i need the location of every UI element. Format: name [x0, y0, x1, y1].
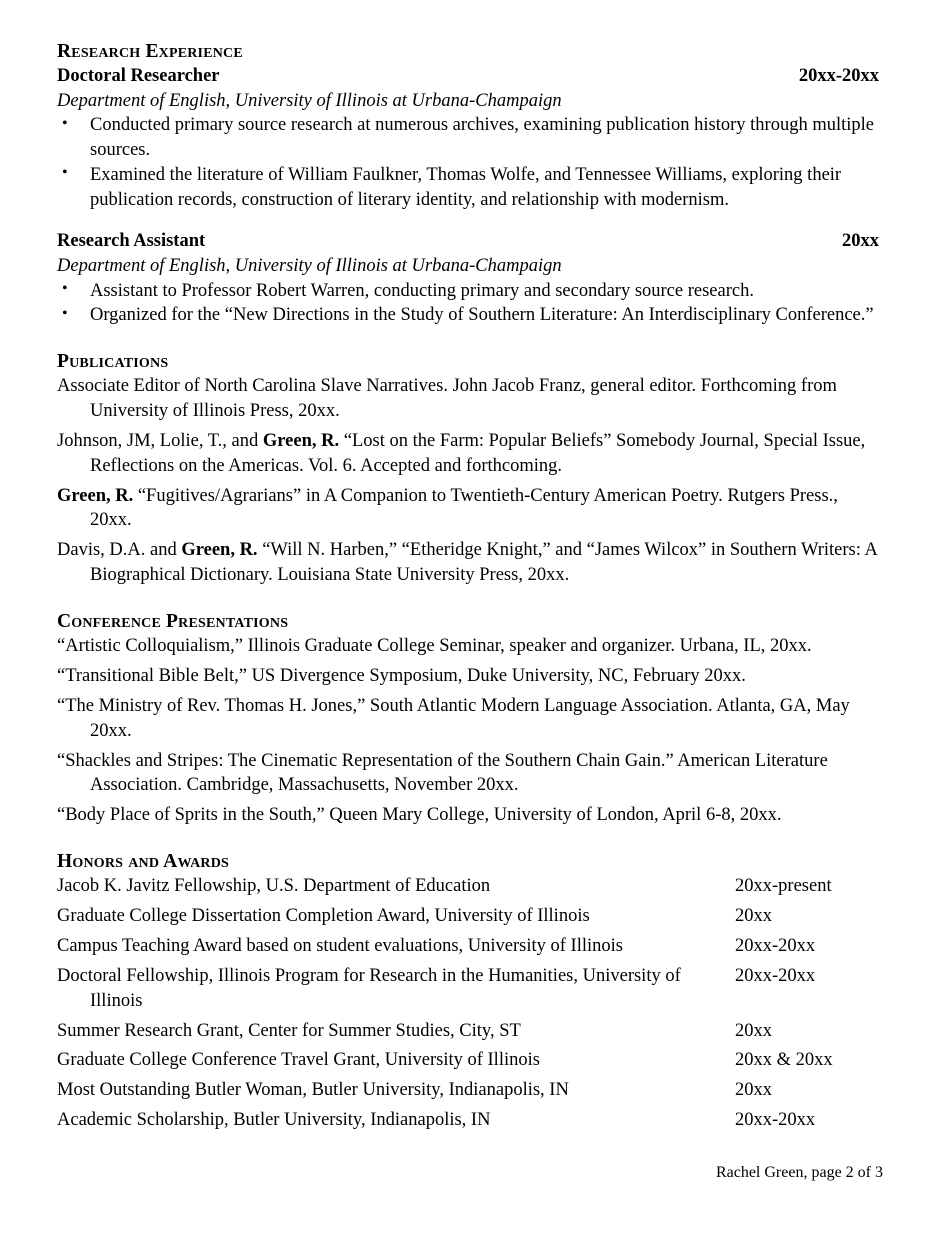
- publication-text-pre: Davis, D.A. and: [57, 540, 182, 561]
- section-heading-conference-presentations: Conference Presentations: [57, 611, 289, 633]
- experience-entry: [57, 229, 883, 328]
- page-footer: Rachel Green, page 2 of 3: [715, 1164, 883, 1181]
- award-name: Summer Research Grant, Center for Summer Studies, City, ST: [57, 1020, 521, 1041]
- publication-author-bold: Green, R.: [262, 430, 340, 451]
- spacer: [57, 588, 883, 610]
- section-heading-honors-and-awards: Honors and Awards: [57, 851, 230, 873]
- section-honors-and-awards: [57, 850, 883, 1133]
- experience-entry-date: 20xx-20xx: [798, 66, 879, 86]
- award-date: 20xx-20xx: [735, 1110, 816, 1131]
- publication-author-bold: Green, R.: [181, 540, 258, 561]
- award-name: Jacob K. Javitz Fellowship, U.S. Department of Education: [57, 876, 491, 897]
- section-heading-publications: Publications: [57, 351, 169, 373]
- conference-entry: “Body Place of Sprits in the South,” Queen Mary College, University of London, April 6-8, 20xx.: [57, 805, 782, 826]
- award-date: 20xx-20xx: [735, 965, 816, 986]
- publication-text-pre: Associate Editor of North Carolina Slave Narratives. John Jacob Franz, general editor. Forthcoming from University of Illinois Press, 20xx.: [57, 376, 837, 421]
- publication-text-pre: Johnson, JM, Lolie, T., and: [57, 430, 263, 451]
- award-row: [57, 934, 883, 959]
- publication-entry: [57, 484, 883, 534]
- conference-entry: “Artistic Colloquialism,” Illinois Graduate College Seminar, speaker and organizer. Urbana, IL, 20xx.: [57, 636, 812, 657]
- award-name: Campus Teaching Award based on student evaluations, University of Illinois: [57, 935, 623, 956]
- section-publications: [57, 350, 883, 588]
- publication-text-post: “Lost on the Farm: Popular Beliefs” Somebody Journal, Special Issue, Reflections on the Americas. Vol. 6. Accepted and forthcoming.: [90, 430, 866, 476]
- publication-entry: [57, 538, 883, 588]
- list-item: • Assistant to Professor Robert Warren, conducting primary and secondary source research.: [57, 279, 883, 304]
- experience-entry-title: Doctoral Researcher: [57, 66, 220, 86]
- publication-entry: [57, 429, 883, 479]
- spacer: [57, 212, 883, 229]
- experience-bullet-list: [57, 279, 883, 329]
- award-row: [57, 1078, 883, 1103]
- list-item: • Organized for the “New Directions in the Study of Southern Literature: An Interdisciplinary Conference.”: [57, 303, 883, 328]
- experience-entry-title: Research Assistant: [57, 231, 206, 252]
- award-row: [57, 1048, 883, 1073]
- section-research-experience: [57, 40, 883, 328]
- award-date: 20xx-20xx: [735, 935, 816, 956]
- spacer: [57, 828, 883, 850]
- award-date: 20xx & 20xx: [735, 1050, 833, 1071]
- section-conference-presentations: [57, 610, 883, 828]
- publication-text-post: “Will N. Harben,” “Etheridge Knight,” and “James Wilcox” in Southern Writers: A Biographical Dictionary. Louisiana State University Press, 20xx.: [90, 540, 877, 586]
- award-name: Graduate College Dissertation Completion Award, University of Illinois: [57, 906, 590, 927]
- list-item: • Examined the literature of William Faulkner, Thomas Wolfe, and Tennessee Williams, exploring their publication records, construction of literary identity, and relationship with modernism.: [57, 163, 883, 213]
- award-date: 20xx-present: [735, 876, 832, 897]
- publication-entry: [57, 374, 883, 424]
- section-heading-research-experience: Research Experience: [57, 41, 243, 62]
- award-row: [57, 1108, 883, 1133]
- conference-entry: “Transitional Bible Belt,” US Divergence Symposium, Duke University, NC, February 20xx.: [57, 665, 746, 686]
- award-row: [57, 1019, 883, 1044]
- award-row: [57, 964, 883, 1014]
- experience-entry-organization: Department of English, University of Illinois at Urbana-Champaign: [57, 90, 562, 111]
- experience-entry-date: 20xx: [842, 231, 879, 252]
- spacer: [57, 328, 883, 350]
- experience-entry-header: [57, 229, 883, 254]
- award-name: Graduate College Conference Travel Grant, University of Illinois: [57, 1050, 540, 1071]
- experience-bullet-list: [57, 113, 883, 212]
- award-date: 20xx: [735, 1020, 772, 1041]
- experience-entry-organization: Department of English, University of Illinois at Urbana-Champaign: [57, 255, 562, 276]
- resume-content: [57, 40, 883, 1133]
- conference-entry: “Shackles and Stripes: The Cinematic Representation of the Southern Chain Gain.” American Literature Association. Cambridge, Massachusetts, November 20xx.: [57, 750, 828, 796]
- award-row: [57, 904, 883, 929]
- award-date: 20xx: [735, 1080, 772, 1101]
- publication-text-post: “Fugitives/Agrarians” in A Companion to Twentieth-Century American Poetry. Rutgers Press., 20xx.: [90, 485, 838, 531]
- list-item: • Conducted primary source research at numerous archives, examining publication history through multiple sources.: [57, 113, 883, 163]
- award-name: Most Outstanding Butler Woman, Butler University, Indianapolis, IN: [57, 1080, 569, 1101]
- experience-entry: [57, 64, 883, 212]
- conference-entry: “The Ministry of Rev. Thomas H. Jones,” South Atlantic Modern Language Association. Atlanta, GA, May 20xx.: [57, 695, 850, 741]
- award-date: 20xx: [735, 906, 772, 927]
- experience-entry-header: [57, 64, 883, 89]
- award-row: [57, 874, 883, 899]
- award-name: Doctoral Fellowship, Illinois Program for Research in the Humanities, University of Illinois: [57, 965, 681, 1011]
- publication-author-bold: Green, R.: [57, 485, 134, 506]
- award-name: Academic Scholarship, Butler University, Indianapolis, IN: [57, 1110, 491, 1131]
